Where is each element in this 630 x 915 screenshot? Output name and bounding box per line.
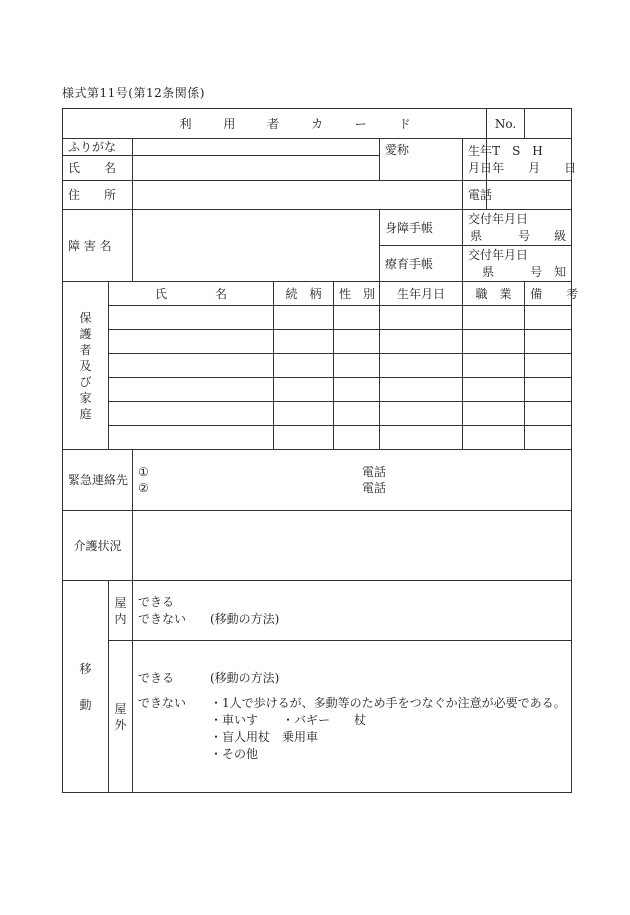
- furigana-field[interactable]: [133, 139, 380, 156]
- family-cell[interactable]: [525, 330, 572, 354]
- family-row: [63, 354, 572, 378]
- family-cell[interactable]: [525, 378, 572, 402]
- family-header-relation: 続 柄: [274, 282, 334, 306]
- name-field[interactable]: [133, 156, 380, 181]
- phone-field[interactable]: [487, 181, 572, 210]
- mobility-label: [63, 581, 109, 793]
- furigana-label: ふりがな: [63, 139, 133, 156]
- family-cell[interactable]: [274, 402, 334, 426]
- indoor-method: (移動の方法): [210, 611, 280, 626]
- birth-label-1: 生年: [468, 143, 493, 158]
- mobility-char-2: 動: [79, 697, 92, 712]
- title-row: [63, 109, 572, 139]
- birth-date-field[interactable]: [487, 139, 577, 181]
- emergency-2: ②: [138, 481, 149, 495]
- family-row: [63, 330, 572, 354]
- family-cell[interactable]: [109, 378, 274, 402]
- indoor-char-1: 屋: [114, 595, 127, 610]
- indoor-row: [63, 581, 572, 641]
- form-number-title: 様式第11号(第12条関係): [62, 86, 205, 100]
- furigana-row: [63, 139, 572, 156]
- physical-issue-date: 交付年月日: [468, 211, 529, 226]
- indoor-field[interactable]: [133, 581, 572, 641]
- family-cell[interactable]: [525, 402, 572, 426]
- phone-label: 電話: [463, 181, 487, 210]
- address-row: [63, 181, 572, 210]
- rehab-number: 県 号 知: [482, 264, 567, 279]
- guardian-char: 保: [79, 310, 92, 325]
- family-cell[interactable]: [525, 354, 572, 378]
- outdoor-char-1: 屋: [114, 701, 127, 716]
- address-field[interactable]: [133, 181, 463, 210]
- family-cell[interactable]: [109, 402, 274, 426]
- family-cell[interactable]: [463, 330, 525, 354]
- family-cell[interactable]: [463, 402, 525, 426]
- emergency-label: 緊急連絡先: [63, 450, 133, 511]
- guardian-char: 者: [79, 342, 92, 357]
- care-field[interactable]: [133, 511, 572, 581]
- indoor-cannot: できない: [138, 611, 187, 626]
- physical-notebook-field[interactable]: [463, 210, 572, 246]
- family-cell[interactable]: [525, 426, 572, 450]
- indoor-can: できる: [138, 594, 175, 609]
- family-cell[interactable]: [334, 306, 380, 330]
- family-cell[interactable]: [109, 306, 274, 330]
- family-header-row: [63, 282, 572, 306]
- guardian-char: 家: [79, 390, 92, 405]
- outdoor-can: できる: [138, 671, 175, 685]
- outdoor-char-2: 外: [114, 717, 127, 732]
- nickname-label: 愛称: [380, 139, 463, 181]
- guardian-char: 庭: [79, 406, 92, 421]
- indoor-char-2: 内: [114, 611, 127, 626]
- family-cell[interactable]: [463, 354, 525, 378]
- family-header-name: 氏 名: [109, 282, 274, 306]
- mobility-char-1: 移: [79, 661, 92, 676]
- outdoor-cannot: できない: [138, 696, 187, 710]
- family-header-job: 職 業: [463, 282, 525, 306]
- emergency-phone-2: 電話: [362, 481, 387, 495]
- physical-notebook-row: [63, 210, 572, 246]
- family-cell[interactable]: [109, 354, 274, 378]
- outdoor-field[interactable]: [133, 641, 572, 793]
- family-cell[interactable]: [380, 354, 463, 378]
- family-cell[interactable]: [380, 426, 463, 450]
- guardian-char: 護: [79, 326, 92, 341]
- outdoor-option: ・車いす ・バギー 杖: [210, 713, 367, 727]
- guardian-section-label: [63, 282, 109, 450]
- family-cell[interactable]: [463, 378, 525, 402]
- emergency-1: ①: [138, 465, 149, 479]
- family-cell[interactable]: [463, 306, 525, 330]
- no-field[interactable]: [525, 109, 572, 139]
- family-header-notes: 備 考: [525, 282, 572, 306]
- birth-label-2: 月日: [468, 160, 493, 175]
- family-cell[interactable]: [380, 306, 463, 330]
- disability-field[interactable]: [133, 210, 380, 282]
- rehab-issue-date: 交付年月日: [468, 247, 529, 262]
- outdoor-option: ・盲人用杖 乗用車: [210, 730, 319, 744]
- emergency-phone-1: 電話: [362, 465, 387, 479]
- birth-eras: T S H: [492, 143, 543, 158]
- no-label: No.: [487, 109, 525, 139]
- card-title: 利 用 者 カ ー ド: [63, 109, 487, 139]
- outdoor-option: ・その他: [210, 747, 259, 761]
- family-cell[interactable]: [334, 354, 380, 378]
- family-cell[interactable]: [380, 378, 463, 402]
- family-cell[interactable]: [109, 426, 274, 450]
- rehab-notebook-field[interactable]: [463, 246, 572, 282]
- outdoor-option: ・1人で歩けるが、多動等のため手をつなぐか注意が必要である。: [210, 696, 566, 710]
- family-row: [63, 378, 572, 402]
- family-cell[interactable]: [334, 402, 380, 426]
- family-cell[interactable]: [109, 330, 274, 354]
- family-cell[interactable]: [380, 402, 463, 426]
- outdoor-label: [109, 641, 133, 793]
- indoor-label: [109, 581, 133, 641]
- family-row: [63, 426, 572, 450]
- family-cell[interactable]: [525, 306, 572, 330]
- emergency-row: [63, 450, 572, 511]
- rehab-notebook-label: 療育手帳: [380, 246, 463, 282]
- user-card-table: [62, 108, 579, 793]
- address-label: 住 所: [63, 181, 133, 210]
- physical-notebook-label: 身障手帳: [380, 210, 463, 246]
- emergency-field[interactable]: [133, 450, 572, 511]
- birth-ymd: 年 月 日: [492, 160, 577, 175]
- family-cell[interactable]: [334, 426, 380, 450]
- family-row: [63, 306, 572, 330]
- family-cell[interactable]: [334, 330, 380, 354]
- care-label: 介護状況: [63, 511, 133, 581]
- family-cell[interactable]: [463, 426, 525, 450]
- family-cell[interactable]: [274, 426, 334, 450]
- family-header-sex: 性 別: [334, 282, 380, 306]
- physical-number: 県 号 級: [470, 228, 567, 243]
- family-cell[interactable]: [274, 330, 334, 354]
- guardian-char: び: [79, 374, 92, 389]
- birth-label: [463, 139, 493, 181]
- family-header-birth: 生年月日: [380, 282, 463, 306]
- outdoor-method: (移動の方法): [210, 671, 280, 685]
- family-cell[interactable]: [334, 378, 380, 402]
- guardian-char: 及: [79, 358, 92, 373]
- outdoor-row: [63, 641, 572, 793]
- name-label: 氏 名: [63, 156, 133, 181]
- family-cell[interactable]: [274, 378, 334, 402]
- disability-label: 障 害 名: [63, 210, 133, 282]
- care-row: [63, 511, 572, 581]
- family-cell[interactable]: [274, 306, 334, 330]
- family-cell[interactable]: [380, 330, 463, 354]
- family-row: [63, 402, 572, 426]
- family-cell[interactable]: [274, 354, 334, 378]
